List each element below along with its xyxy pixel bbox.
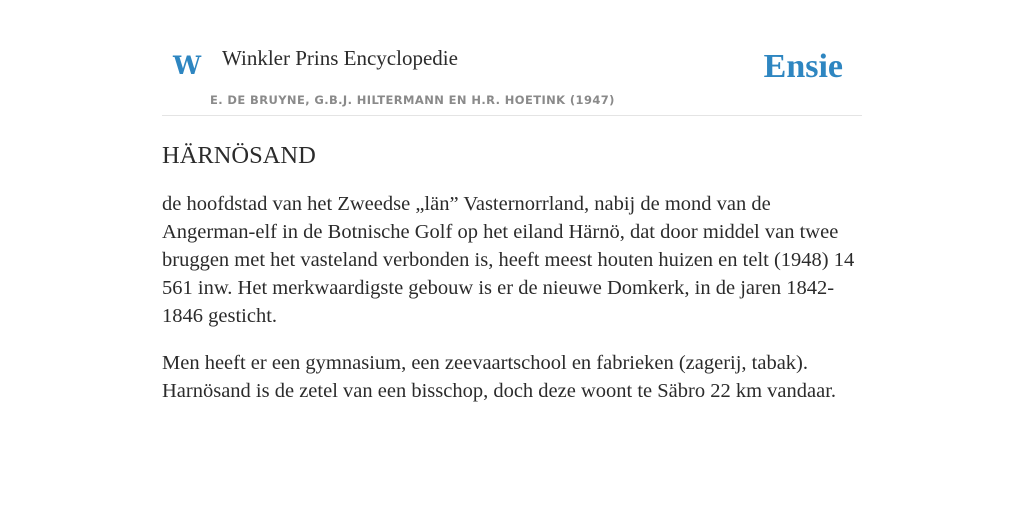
entry-paragraph-2: Men heeft er een gymnasium, een zeevaartschool en fabrieken (zagerij, tabak). Harnösand is de zetel van een bisschop, doch deze woont te Säbro 22 km vandaar. [162, 352, 837, 403]
encyclopedia-header [162, 0, 862, 116]
entry-paragraph-1: de hoofdstad van het Zweedse „län” Vasternorrland, nabij de mond van de Angerman-elf in de Botnische Golf op het eiland Härnö, dat door middel van twee bruggen met het vasteland verbonden is, heeft meest houten huizen en telt (1948) 14 561 inw. Het merkwaardigste gebouw is er de nieuwe Domkerk, in de jaren 1842-1846 gesticht. [162, 193, 855, 328]
page-container [162, 0, 862, 405]
ensie-logo[interactable]: Ensie [763, 48, 843, 85]
entry-title: HÄRNÖSAND [162, 142, 316, 169]
book-authors: E. DE BRUYNE, G.B.J. HILTERMANN EN H.R. HOETINK (1947) [210, 93, 615, 107]
book-title-link[interactable]: Winkler Prins Encyclopedie [222, 46, 458, 70]
winkler-prins-logo-icon[interactable]: W [173, 51, 202, 80]
